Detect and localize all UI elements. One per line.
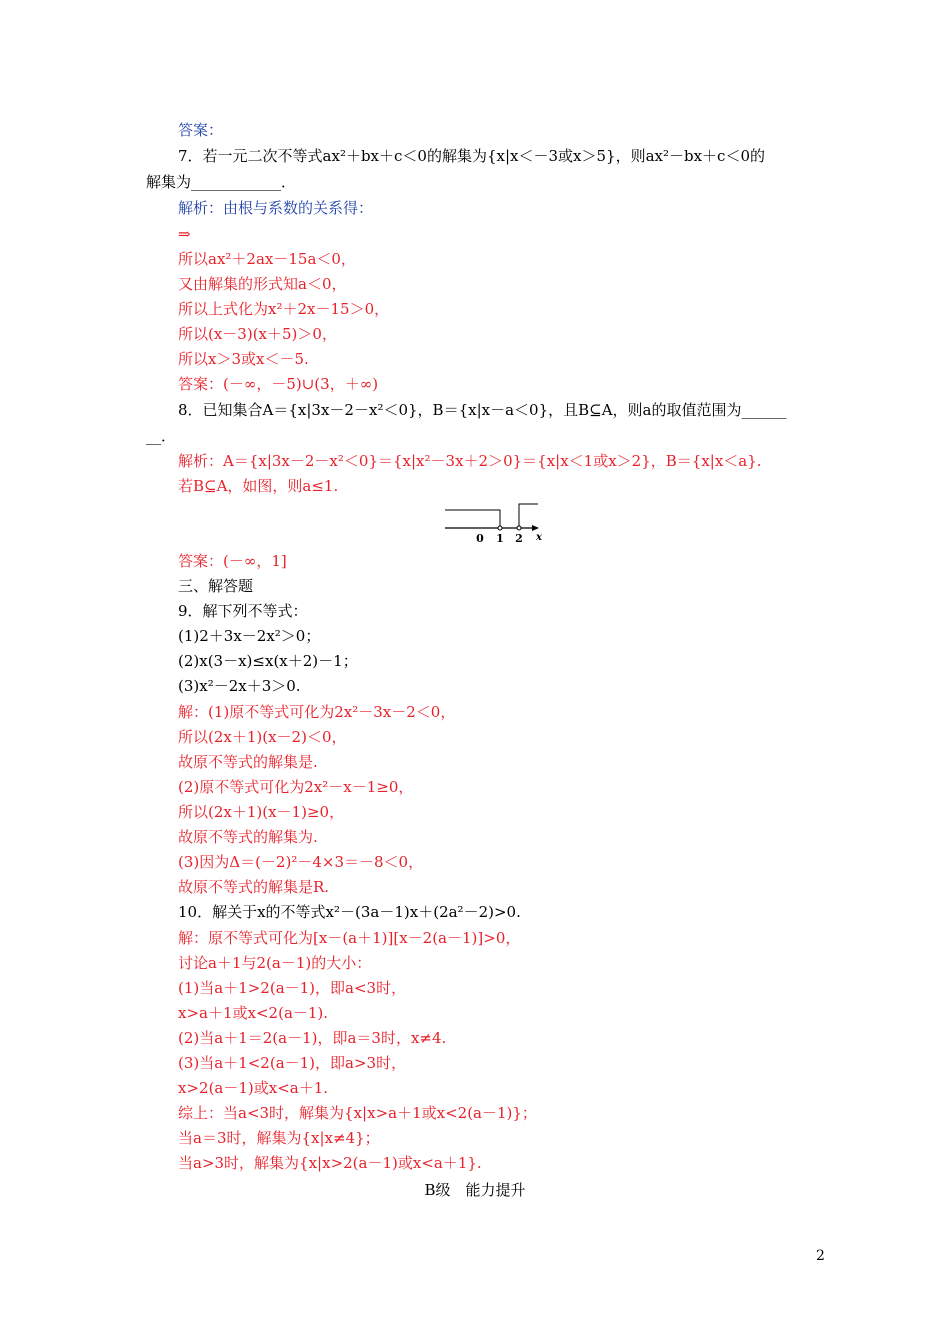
text-line-l35: (2)当a＋1＝2(a－1)，即a＝3时，x≠4. bbox=[178, 1029, 447, 1047]
text-line-l39: 当a＝3时，解集为{x|x≠4}； bbox=[178, 1129, 380, 1147]
tick-label-0: 0 bbox=[476, 532, 484, 545]
number-line-figure bbox=[440, 500, 550, 548]
text-line-l30: 10．解关于x的不等式x²－(3a－1)x＋(2a²－2)>0. bbox=[178, 903, 521, 921]
ray-x-less-1 bbox=[445, 510, 500, 528]
text-line-l8: 所以上式化为x²＋2x－15＞0， bbox=[178, 300, 390, 318]
text-line-l41: B级 能力提升 bbox=[424, 1181, 526, 1199]
axis-label-x: x bbox=[536, 532, 542, 543]
text-line-l27: 故原不等式的解集为. bbox=[178, 828, 318, 846]
text-line-l9: 所以(x－3)(x＋5)＞0， bbox=[178, 325, 337, 343]
text-line-l14: 解析：A＝{x|3x－2－x²＜0}＝{x|x²－3x＋2＞0}＝{x|x＜1或x＞2}，B＝{x|x＜a}. bbox=[178, 452, 762, 470]
text-line-l25: (2)原不等式可化为2x²－x－1≥0， bbox=[178, 778, 414, 796]
text-line-l16: 答案：(－∞，1] bbox=[178, 552, 287, 570]
tick-label-2: 2 bbox=[515, 532, 523, 545]
text-line-l4: 解析：由根与系数的关系得： bbox=[178, 199, 374, 217]
text-line-l26: 所以(2x＋1)(x－1)≥0， bbox=[178, 803, 345, 821]
text-line-l23: 所以(2x＋1)(x－2)＜0， bbox=[178, 728, 347, 746]
text-line-l13: __． bbox=[146, 427, 177, 445]
text-line-l37: x>2(a－1)或x<a＋1. bbox=[178, 1079, 329, 1097]
text-line-l19: (1)2＋3x－2x²＞0； bbox=[178, 627, 321, 645]
text-line-l17: 三、解答题 bbox=[178, 577, 254, 595]
text-line-l7: 又由解集的形式知a＜0， bbox=[178, 275, 347, 293]
open-point-1 bbox=[498, 526, 502, 530]
text-line-l36: (3)当a＋1<2(a－1)，即a>3时， bbox=[178, 1054, 407, 1072]
text-line-l5: ⇒ bbox=[178, 225, 191, 243]
axis-arrow bbox=[532, 525, 539, 531]
open-point-2 bbox=[517, 526, 521, 530]
text-line-l21: (3)x²－2x＋3＞0. bbox=[178, 677, 301, 695]
text-line-l11: 答案：(－∞，－5)∪(3，＋∞) bbox=[178, 375, 379, 393]
text-line-l15: 若B⊆A，如图，则a≤1. bbox=[178, 477, 339, 495]
text-line-l20: (2)x(3－x)≤x(x＋2)－1； bbox=[178, 652, 358, 670]
text-line-l29: 故原不等式的解集是R. bbox=[178, 878, 330, 896]
text-line-l28: (3)因为Δ＝(－2)²－4×3＝－8＜0， bbox=[178, 853, 424, 871]
text-line-l12: 8．已知集合A＝{x|3x－2－x²＜0}，B＝{x|x－a＜0}，且B⊆A，则a的取值范围为______ bbox=[178, 401, 787, 419]
text-line-l38: 综上：当a<3时，解集为{x|x>a＋1或x<2(a－1)}； bbox=[178, 1104, 537, 1122]
text-line-l24: 故原不等式的解集是. bbox=[178, 753, 318, 771]
text-line-l1: 答案： bbox=[178, 121, 224, 139]
ray-x-greater-2 bbox=[519, 504, 538, 528]
text-line-l33: (1)当a＋1>2(a－1)，即a<3时， bbox=[178, 979, 407, 997]
text-line-l40: 当a>3时，解集为{x|x>2(a－1)或x<a＋1}. bbox=[178, 1154, 482, 1172]
tick-label-1: 1 bbox=[496, 532, 504, 545]
text-line-l32: 讨论a＋1与2(a－1)的大小： bbox=[178, 954, 372, 972]
text-line-l2: 7．若一元二次不等式ax²＋bx＋c＜0的解集为{x|x＜－3或x＞5}，则ax²－bx＋c＜0的 bbox=[178, 147, 765, 165]
text-line-l31: 解：原不等式可化为[x－(a＋1)][x－2(a－1)]>0， bbox=[178, 929, 521, 947]
text-line-l3: 解集为____________． bbox=[146, 173, 297, 191]
text-line-l22: 解：(1)原不等式可化为2x²－3x－2＜0， bbox=[178, 703, 456, 721]
text-line-l10: 所以x＞3或x＜－5. bbox=[178, 350, 309, 368]
text-line-l6: 所以ax²＋2ax－15a＜0， bbox=[178, 250, 356, 268]
text-line-l18: 9．解下列不等式： bbox=[178, 602, 308, 620]
text-line-l34: x>a＋1或x<2(a－1). bbox=[178, 1004, 329, 1022]
page-number: 2 bbox=[816, 1248, 825, 1264]
